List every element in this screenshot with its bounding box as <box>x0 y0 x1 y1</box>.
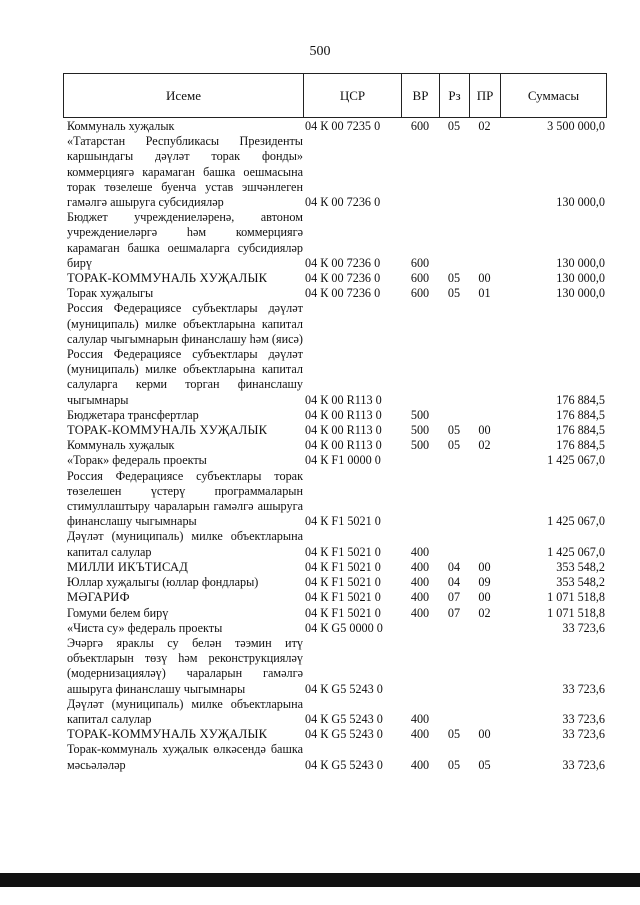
row-vr <box>401 453 439 468</box>
table-row <box>63 119 607 134</box>
row-sum: 130 000,0 <box>556 271 605 286</box>
row-pr: 02 <box>478 119 491 133</box>
row-name: Юллар хуҗалыгы (юллар фондлары) <box>67 575 259 590</box>
row-vr: 500 <box>410 423 430 438</box>
row-rz: 05 <box>447 423 461 438</box>
row-name: Бюджетара трансфертлар <box>67 407 199 422</box>
row-csr: 04 К F1 5021 0 <box>305 605 381 620</box>
row-name: Коммуналь хуҗалык <box>67 119 175 133</box>
table-row <box>63 453 607 468</box>
row-rz <box>439 453 469 468</box>
row-pr: 02 <box>478 438 491 453</box>
row-csr: 04 К 00 7236 0 <box>305 271 381 286</box>
row-vr <box>401 134 439 210</box>
row-name: Бюджет учреждениеләренә, автоном учреждениеләргә һәм коммерциягә карамаган башка оешмаларга субсидияләр бирү <box>67 210 303 270</box>
table-row <box>63 286 607 301</box>
row-sum: 1 425 067,0 <box>547 453 605 468</box>
row-csr: 04 К G5 5243 0 <box>305 711 383 726</box>
row-vr: 400 <box>410 575 430 590</box>
row-name: Гомуми белем бирү <box>67 605 169 620</box>
row-rz <box>439 529 469 559</box>
row-pr: 00 <box>478 590 491 605</box>
row-rz: 07 <box>447 605 461 620</box>
row-pr <box>469 621 500 636</box>
row-vr: 400 <box>410 727 430 742</box>
row-sum: 130 000,0 <box>556 195 605 210</box>
row-name: ТОРАК-КОММУНАЛЬ ХУҖАЛЫК <box>67 423 268 438</box>
table-row <box>63 438 607 453</box>
row-csr: 04 К G5 5243 0 <box>305 681 383 696</box>
row-pr: 00 <box>478 423 491 438</box>
row-name: Торак-коммуналь хуҗалык өлкәсендә башка мәсьәләләр <box>67 742 303 772</box>
row-vr: 400 <box>410 559 430 574</box>
row-rz <box>439 469 469 530</box>
row-sum: 130 000,0 <box>556 286 605 301</box>
row-pr <box>469 408 500 423</box>
table-row <box>63 134 607 210</box>
row-pr: 01 <box>478 286 491 301</box>
row-vr: 600 <box>410 119 430 133</box>
table-row <box>63 636 607 697</box>
row-vr: 400 <box>410 757 430 772</box>
table-row <box>63 742 607 772</box>
row-pr <box>469 697 500 727</box>
row-rz <box>439 408 469 423</box>
row-sum: 130 000,0 <box>556 255 605 270</box>
header-pr: ПР <box>470 74 501 117</box>
row-sum: 1 071 518,8 <box>547 605 605 620</box>
row-rz: 04 <box>447 559 461 574</box>
row-pr: 00 <box>478 559 491 574</box>
row-csr: 04 К 00 R113 0 <box>305 438 382 453</box>
table-body <box>63 119 607 773</box>
row-vr <box>401 621 439 636</box>
row-rz <box>439 636 469 697</box>
row-csr: 04 К 00 7236 0 <box>305 286 381 301</box>
row-rz: 05 <box>447 757 461 772</box>
row-pr <box>469 636 500 697</box>
row-sum: 353 548,2 <box>556 575 605 590</box>
row-sum: 33 723,6 <box>562 727 605 742</box>
budget-table <box>63 73 607 773</box>
row-csr: 04 К 00 R113 0 <box>305 407 382 422</box>
table-row <box>63 408 607 423</box>
header-name: Исеме <box>64 74 304 117</box>
row-vr <box>401 636 439 697</box>
row-sum: 176 884,5 <box>556 423 605 438</box>
row-rz <box>439 621 469 636</box>
row-name: Коммуналь хуҗалык <box>67 438 175 453</box>
row-name: «Татарстан Республикасы Президенты каршындагы дәүләт торак фонды» коммерциягә карамаган башка оешмасына торак төзелеше буенча устав эшчәнлеген гамәлгә ашыруга субсидияләр <box>67 134 303 210</box>
table-row <box>63 301 607 407</box>
table-row <box>63 575 607 590</box>
row-vr: 400 <box>410 605 430 620</box>
row-pr <box>469 453 500 468</box>
table-row <box>63 697 607 727</box>
row-sum: 3 500 000,0 <box>547 119 605 133</box>
row-rz: 05 <box>447 286 461 301</box>
row-vr: 600 <box>410 286 430 301</box>
row-csr: 04 К F1 5021 0 <box>305 590 381 605</box>
row-name: «Торак» федераль проекты <box>67 453 207 468</box>
row-sum: 1 071 518,8 <box>547 590 605 605</box>
row-csr: 04 К 00 R113 0 <box>305 423 382 438</box>
row-vr: 500 <box>410 407 430 422</box>
table-row <box>63 590 607 605</box>
page-number: 500 <box>309 44 331 59</box>
row-name: МИЛЛИ ИКЪТИСАД <box>67 559 189 574</box>
row-csr: 04 К F1 5021 0 <box>305 559 381 574</box>
row-rz <box>439 210 469 271</box>
row-pr <box>469 469 500 530</box>
table-row <box>63 727 607 742</box>
header-rz: Рз <box>440 74 470 117</box>
row-vr: 500 <box>410 438 430 453</box>
table-row <box>63 469 607 530</box>
row-name: Дәүләт (муниципаль) милке объектларына капитал салулар <box>67 696 303 726</box>
row-pr <box>469 210 500 271</box>
table-row <box>63 210 607 271</box>
table-row <box>63 606 607 621</box>
header-csr: ЦСР <box>304 74 402 117</box>
row-vr: 400 <box>410 590 430 605</box>
table-row <box>63 621 607 636</box>
row-name: «Чиста су» федераль проекты <box>67 620 223 635</box>
header-sum: Суммасы <box>527 87 580 103</box>
row-pr <box>469 529 500 559</box>
row-pr: 00 <box>478 271 491 286</box>
row-vr <box>401 301 439 407</box>
row-csr: 04 К F1 5021 0 <box>305 544 381 559</box>
table-header <box>63 73 607 118</box>
row-pr: 09 <box>478 575 491 590</box>
row-sum: 33 723,6 <box>562 711 605 726</box>
row-rz: 05 <box>447 727 461 742</box>
row-sum: 33 723,6 <box>562 620 605 635</box>
row-vr <box>401 469 439 530</box>
row-rz <box>439 301 469 407</box>
row-name: Дәүләт (муниципаль) милке объектларына капитал салулар <box>67 529 303 559</box>
header-vr: ВР <box>402 74 440 117</box>
row-pr: 02 <box>478 605 491 620</box>
row-csr: 04 К G5 5243 0 <box>305 727 383 742</box>
row-name: МӘГАРИФ <box>67 590 130 605</box>
row-sum: 1 425 067,0 <box>547 544 605 559</box>
row-sum: 353 548,2 <box>556 559 605 574</box>
row-vr: 600 <box>410 255 430 270</box>
row-pr: 05 <box>478 757 491 772</box>
table-row <box>63 423 607 438</box>
row-csr: 04 К G5 5243 0 <box>305 757 383 772</box>
row-vr: 600 <box>410 271 430 286</box>
row-sum: 176 884,5 <box>556 438 605 453</box>
row-rz <box>439 697 469 727</box>
row-sum: 33 723,6 <box>562 681 605 696</box>
row-csr: 04 К G5 0000 0 <box>305 620 383 635</box>
row-rz: 05 <box>447 271 461 286</box>
row-csr: 04 К 00 7236 0 <box>305 255 381 270</box>
row-name: Россия Федерациясе субъектлары торак төзелешен үстерү программаларын стимуллаштыру чараларын гамәлгә ашыруга финанслашу чыгымнары <box>67 468 303 529</box>
row-vr: 400 <box>410 711 430 726</box>
row-name: Эчәргә яраклы су белән тәэмин итү объектларын төзү һәм реконструкцияләү (модернизацияләү) чараларын гамәлгә ашыруга финанслашу чыгымнары <box>67 635 303 696</box>
row-sum: 1 425 067,0 <box>547 514 605 529</box>
table-row <box>63 271 607 286</box>
row-name: Торак хуҗалыгы <box>67 286 154 301</box>
row-sum: 176 884,5 <box>556 407 605 422</box>
row-pr <box>469 301 500 407</box>
row-rz <box>439 134 469 210</box>
row-csr: 04 К 00 7235 0 <box>305 119 381 133</box>
row-vr: 400 <box>410 544 430 559</box>
row-sum: 33 723,6 <box>562 757 605 772</box>
row-name: ТОРАК-КОММУНАЛЬ ХУҖАЛЫК <box>67 271 268 286</box>
row-rz: 05 <box>447 438 461 453</box>
row-rz: 07 <box>447 590 461 605</box>
table-row <box>63 560 607 575</box>
row-name: ТОРАК-КОММУНАЛЬ ХУҖАЛЫК <box>67 727 268 742</box>
row-csr: 04 К F1 5021 0 <box>305 514 381 529</box>
row-sum: 176 884,5 <box>556 392 605 407</box>
row-pr: 00 <box>478 727 491 742</box>
row-name: Россия Федерациясе субъектлары дәүләт (муниципаль) милке объектларына капитал салулар чыгымнарын финанслашу һәм (яисә) Россия Федерациясе субъектлары дәүләт (муниципаль) милке объектларына капитал салуларга керми торган финанслашу чыгымнары <box>67 301 303 407</box>
row-rz: 04 <box>447 575 461 590</box>
table-row <box>63 529 607 559</box>
row-csr: 04 К 00 7236 0 <box>305 195 381 210</box>
row-rz: 05 <box>447 119 461 133</box>
row-pr <box>469 134 500 210</box>
row-csr: 04 К 00 R113 0 <box>305 392 382 407</box>
row-csr: 04 К F1 5021 0 <box>305 575 381 590</box>
row-csr: 04 К F1 0000 0 <box>305 453 381 468</box>
scan-edge-bar <box>0 873 640 887</box>
